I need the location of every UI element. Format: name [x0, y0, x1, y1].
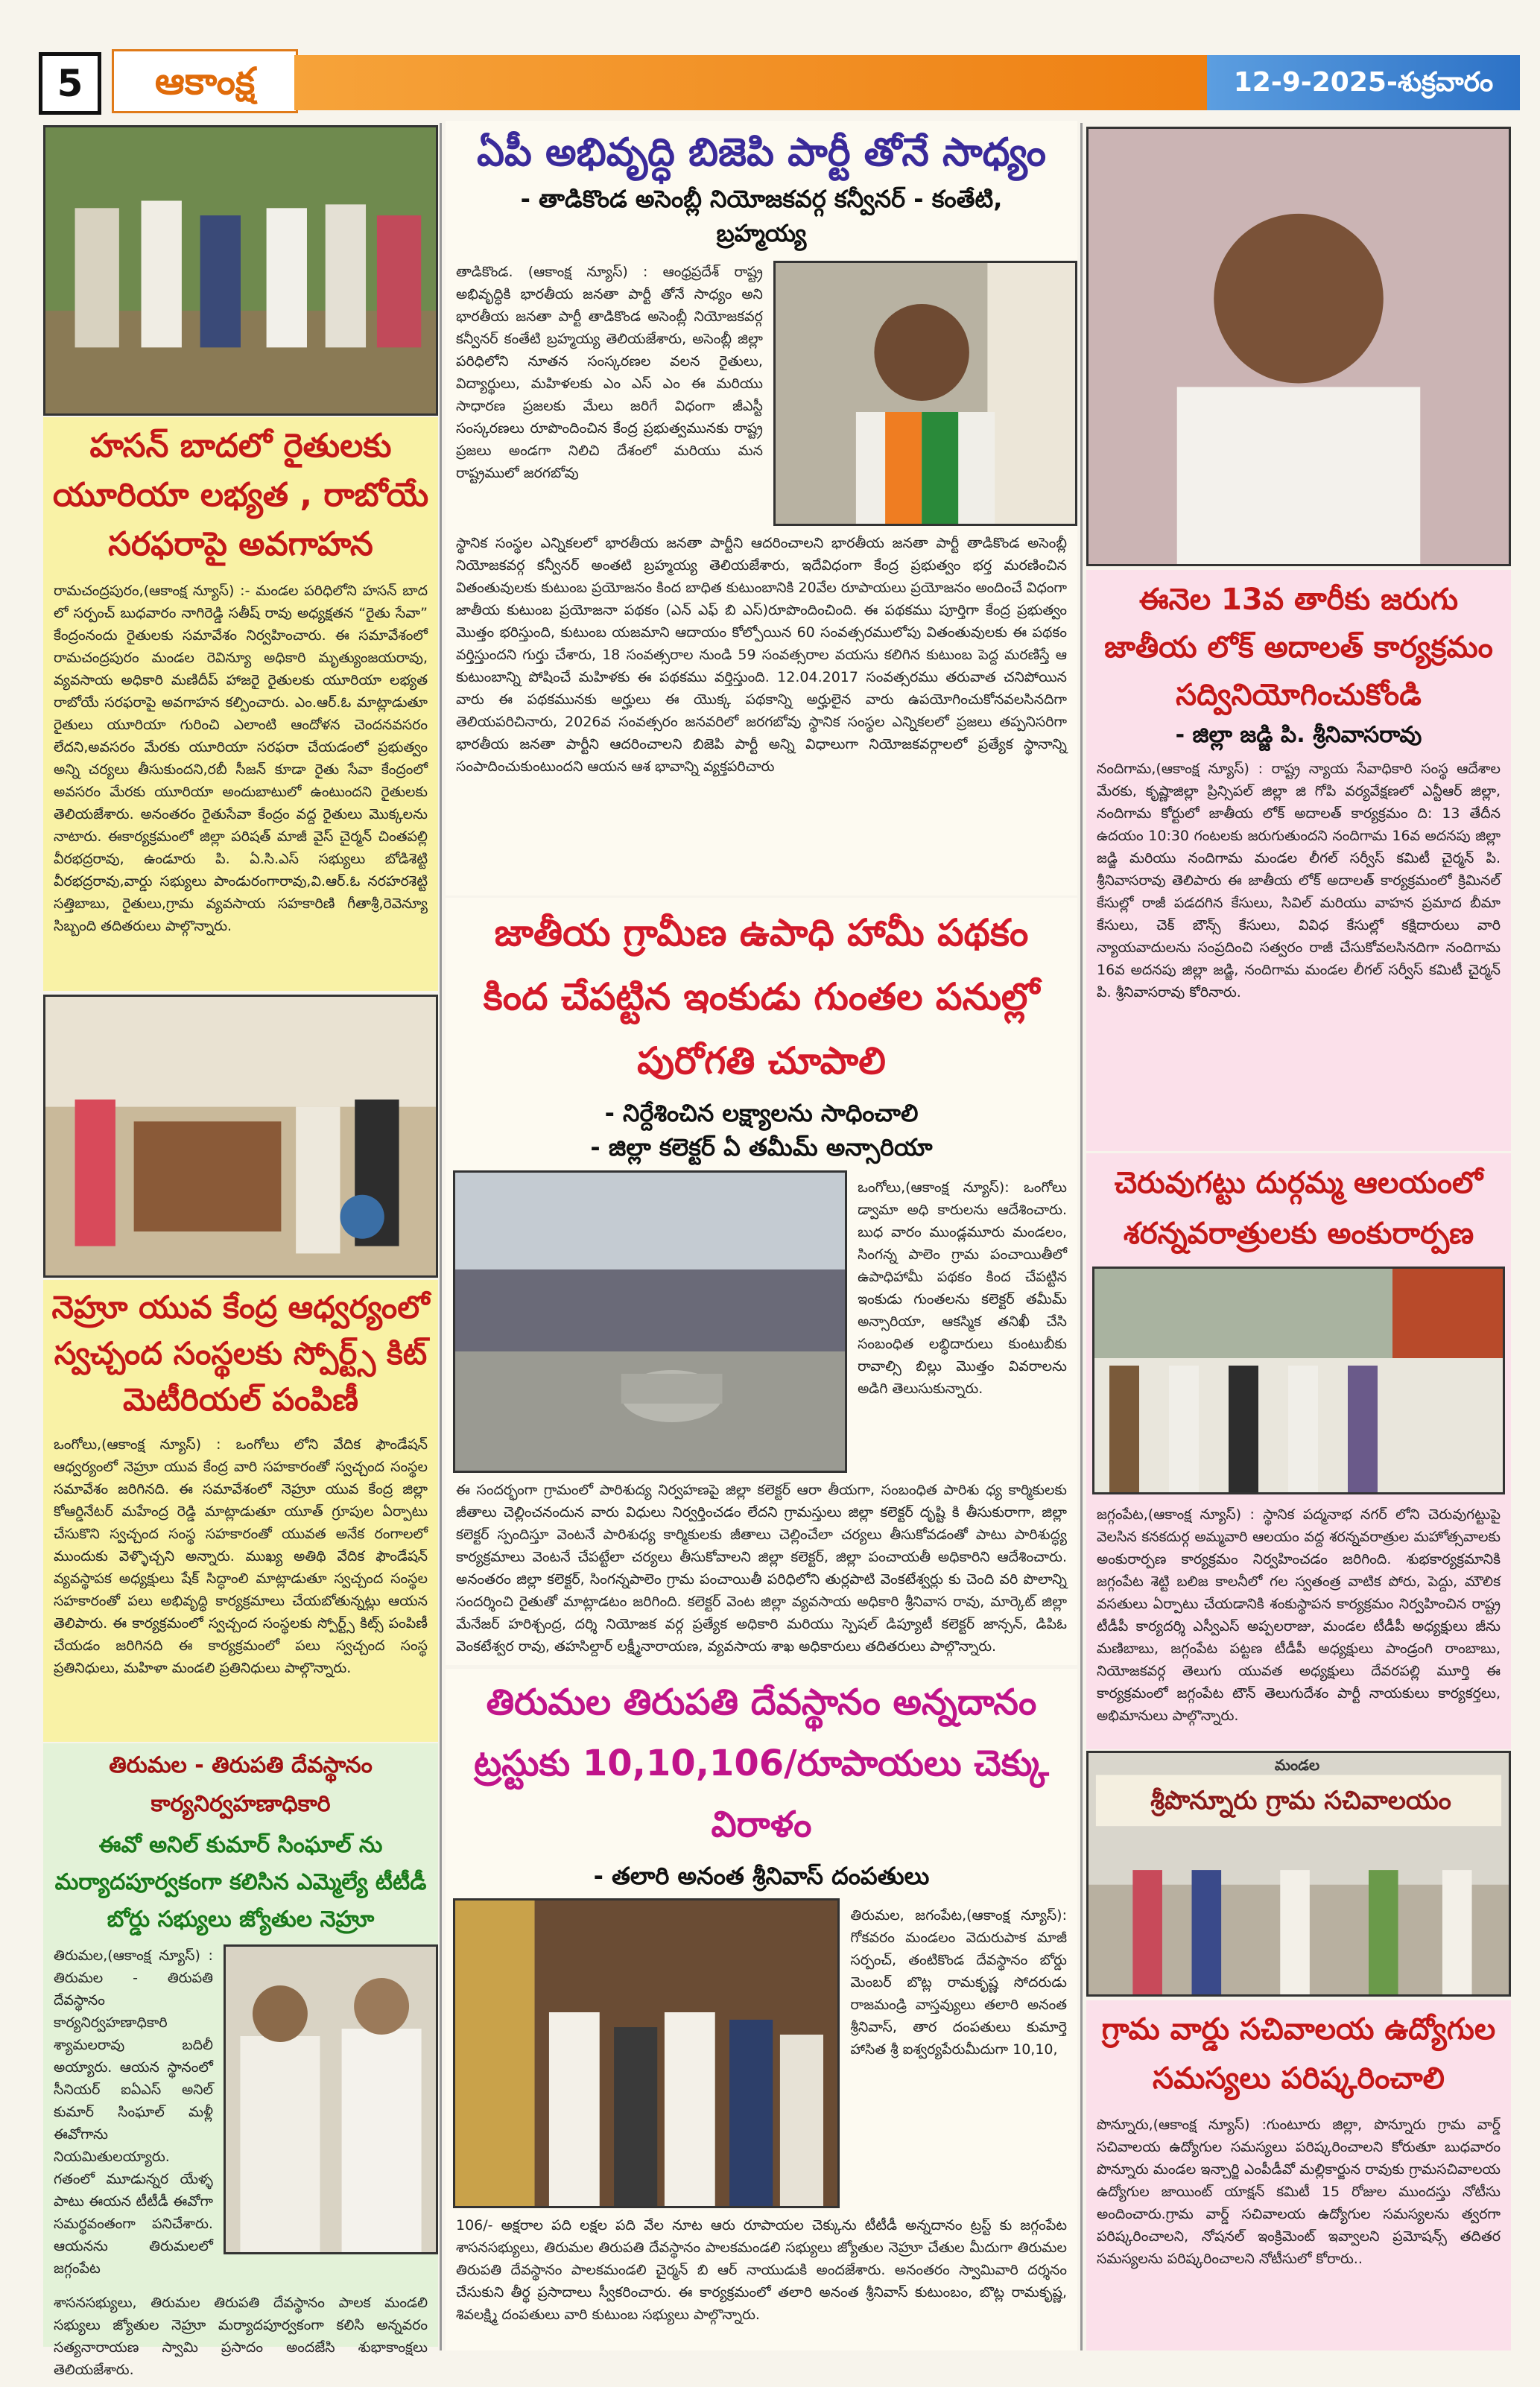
article-headline: తిరుమల తిరుపతి దేవస్థానం అన్నదానం ట్రస్టుకు 10,10,106/రూపాయలు చెక్కు విరాళం [474, 1681, 1049, 1845]
article-body: జగ్గంపేట,(ఆకాంక్ష న్యూస్) : స్థానిక పద్మనాభ నగర్ లోని చెరువుగట్టుపై వెలసిన కనకదుర్గ అమ్మవారి ఆలయం వద్ద శరన్నవరాత్రుల మహోత్సవాలకు అంకురార్పణ కార్యక్రమం నిర్వహించడం జరిగింది. శుభకార్యక్రమానికి జగ్గంపేట శెట్టి బలిజ కాలనీలో గల స్వతంత్ర వాటిక పోరు, పెద్దు, మౌలిక వసతులు ఏర్పాటు చేయడానికి శంకుస్థాపన కార్యక్రమం నిర్వహించిన రాష్ట్ర టీడీపీ కార్యదర్శి ఎస్వీఎస్ అప్పలరాజు, మండల టీడీపీ అధ్యక్షులు జీను మణిబాబు, జగ్గంపేట పట్టణ టీడీపీ అధ్యక్షులు పాండ్రంగి రాంబాబు, నియోజకవర్గ తెలుగు యువత అధ్యక్షులు దేవరపల్లి మూర్తి ఈ కార్యక్రమంలో జగ్గంపేట టౌన్ తెలుగుదేశం పార్టీ నాయకులు కార్యకర్తలు, అభిమానులు పాల్గొన్నారు. [1097, 1506, 1501, 1724]
article-headline: ఈనెల 13వ తారీకు జరుగు జాతీయ లోక్ అదాలత్ కార్యక్రమం సద్వినియోగించుకోండి [1104, 583, 1493, 712]
column-divider [1080, 123, 1083, 2350]
article-subheadline: - జిల్లా కలెక్టర్ ఏ తమీమ్ అన్సారియా [590, 1133, 933, 1161]
column-divider [440, 123, 442, 2350]
ttd-eo-meeting-photo [224, 1944, 438, 2254]
article-headline: ఏపీ అభివృద్ధి బిజెపి పార్టీ తోనే సాధ్యం [476, 130, 1047, 175]
sign-top-label: మండల [1274, 1756, 1320, 1774]
article-ttd-eo-meeting [43, 1743, 438, 2378]
donation-cheque-photo [453, 1898, 840, 2208]
office-signboard: శ్రీపొన్నూరు గ్రామ సచివాలయం [1150, 1786, 1451, 1816]
article-headline: జాతీయ గ్రామీణ ఉపాధి హామీ పథకం కింద చేపట్టిన ఇంకుడు గుంతల పనుల్లో పురోగతి చూపాలి [483, 911, 1040, 1082]
article-body: తాడికొండ. (ఆకాంక్ష న్యూస్) : ఆంధ్రప్రదేశ్ రాష్ట్ర అభివృద్ధికి భారతీయ జనతా పార్టీ తోనే సాధ్యం అని భారతీయ జనతా పార్టీ తాడికొండ అసెంబ్లీ నియోజకవర్గ కన్వీనర్ కంతేటి బ్రహ్మయ్య తెలియజేశారు, అసెంబ్లీ జిల్లా పరిధిలోని నూతన సంస్కరణల వలన రైతులు, విద్యార్థులు, మహిళలకు ఎం ఎస్ ఎం ఈ మరియు సాధారణ ప్రజలకు మేలు జరిగే విధంగా జీఎస్టీ సంస్కరణలు రూపొందించిన కేంద్ర ప్రభుత్వమునకు రాష్ట్ర ప్రజలు అండగా నిలిచి దేశంలో మరియు మన రాష్ట్రములో జరగబోవు [456, 264, 763, 481]
article-headline: హసన్ బాదలో రైతులకు యూరియా లభ్యత , రాబోయే సరఫరాపై అవగాహన [52, 427, 429, 563]
article-body-continued: శాసనసభ్యులు, తిరుమల తిరుపతి దేవస్థానం పాలక మండలి సభ్యులు జ్యోతుల నెహ్రూ మర్యాదపూర్వకంగా కలిసి అన్నవరం సత్యనారాయణ స్వామి ప్రసాదం అందజేసి శుభాకాంక్షలు తెలియజేశారు. [54, 2295, 428, 2378]
article-headline: తిరుమల - తిరుపతి దేవస్థానం కార్యనిర్వహణాధికారి [109, 1752, 373, 1817]
article-body: ఒంగోలు,(ఆకాంక్ష న్యూస్): ఒంగోలు డ్వామా అధి కారులను ఆదేశించారు. బుధ వారం ముండ్లమూరు మండలం, సింగన్న పాలెం గ్రామ పంచాయితీలో ఉపాధిహామీ పథకం కింద చేపట్టిన ఇంకుడు గుంతలను కలెక్టర్ తమీమ్ అన్సారియా, ఆకస్మిక తనిఖీ చేసి సంబంధిత లబ్ధిదారులు కుంటుబీకు రావాల్సి బిల్లు మొత్తం వివరాలను అడిగి తెలుసుకున్నారు. [858, 1179, 1067, 1397]
article-body-continued: ఈ సందర్భంగా గ్రామంలో పారిశుద్య నిర్వహణపై జిల్లా కలెక్టర్ ఆరా తీయగా, సంబంధిత పారిశు ధ్య కార్మికులకు జీతాలు చెల్లించనందున వారు విధులు నిర్వర్తించడం లేదని గ్రామస్తులు జిల్లా కలెక్టర్ దృష్టి కి తీసుకురాగా, జిల్లా కలెక్టర్ స్పందిస్తూ వెంటనే పారిశుధ్య కార్మికులకు జీతాలు చెల్లించేలా చర్యలు తీసుకోవడంతో పాటు పారిశుద్ధ్య కార్యక్రమాలు వెంటనే చేపట్టేలా చర్యలు తీసుకోవాలని జిల్లా కలెక్టర్, జిల్లా పంచాయతీ అధికారిని ఆదేశించారు. అనంతరం జిల్లా కలెక్టర్, సింగన్నపాలెం గ్రామ పంచాయితీ పరిధిలోని తుర్లపాటి వెంకటేశ్వర్లు కు చెంది వరి పొలాన్ని సందర్శించి రైతుతో మాట్లాడటం జరిగింది. కలెక్టర్ వెంట జిల్లా వ్యవసాయ అధికారి శ్రీనివాస రావు, మార్కెట్ జిల్లా మేనేజర్ హరిశ్చంద్ర, దర్శి నియోజక వర్గ ప్రత్యేక అధికారి మరియు స్పెషల్ డిప్యూటీ కలెక్టర్ జాన్సన్, డిపిఓ వెంకటేశ్వర రావు, తహసిల్దార్ లక్ష్మీనారాయణ, వ్యవసాయ శాఖ అధికారులు తదితరులు పాల్గొన్నారు. [456, 1482, 1067, 1655]
article-body: పొన్నూరు,(ఆకాంక్ష న్యూస్) :గుంటూరు జిల్లా, పొన్నూరు గ్రామ వార్డ్ సచివాలయ ఉద్యోగుల సమస్యలు పరిష్కరించాలని కోరుతూ బుధవారం పొన్నూరు మండల ఇన్చార్జి ఎంపీడీవో మల్లికార్జున రావుకు గ్రామసచివాలయ ఉద్యోగుల జాయింట్ యాక్షన్ కమిటీ 15 రోజుల ముందస్తు నోటీసు అందించారు.గ్రామ వార్డ్ సచివాలయ ఉద్యోగుల సమస్యలను త్వరగా పరిష్కరించాలని, నోషనల్ ఇంక్రిమెంట్ ఇవ్వాలని ప్రమోషన్స్ తదితర సమస్యలను పరిష్కరించాలని నోటీసులో కోరారు.. [1097, 2117, 1501, 2267]
article-durgamma-temple [1086, 1153, 1511, 1749]
collector-inspection-photo [453, 1170, 847, 1473]
article-subheadline: - నిర్దేశించిన లక్ష్యాలను సాధించాలి [604, 1099, 919, 1127]
page-number: 5 [39, 52, 101, 115]
masthead-logo: ఆకాంక్ష [112, 49, 298, 113]
header-date: 12-9-2025-శుక్రవారం [1207, 55, 1520, 110]
article-subheadline: - తాడికొండ అసెంబ్లీ నియోజకవర్గ కన్వీనర్ - కంతేటి, బ్రహ్మయ్య [520, 185, 1003, 247]
article-body-continued: స్థానిక సంస్థల ఎన్నికలలో భారతీయ జనతా పార్టీని ఆదరించాలని భారతీయ జనతా పార్టీ తాడికొండ అసెంబ్లీ నియోజకవర్గ కన్వీనర్ అంతటి బ్రహ్మయ్య తెలియజేశారు, ఇదేవిధంగా కేంద్ర ప్రభుత్వం భర్త మరణించిన వితంతువులకు కుటుంబ ప్రయోజనం కింద బాధిత కుటుంబానికి 20వేల రూపాయలు ప్రయోజనం అందించే విధంగా జాతీయ కుటుంబ ప్రయోజనా పథకం (ఎన్ ఎఫ్ బి ఎస్)రూపొందించింది. ఈ పథకము పూర్తిగా కేంద్ర ప్రభుత్వం మొత్తం భరిస్తుంది, కుటుంబ యజమాని ఆదాయం కోల్పోయిన 60 సంవత్సరములోపు వితంతువులకు ఈ పథకం వర్తిస్తుందని గుర్తు చేశారు, 18 సంవత్సరాల నుండి 59 సంవత్సరాల వయసు కలిగిన కుటుంబ పెద్ద మరణిస్తే ఆ కుటుంబాన్ని పోషించే మహిళకు ఈ పథకము వర్తిస్తుంది. 12.04.2017 సంవత్సరము తరువాత చనిపోయిన వారు ఈ పథకమునకు అర్హులు ఈ యొక్క పథకాన్ని అర్హులైన వారు ఉపయోగించుకోనవలసినదిగా తెలియపరిచినారు, 2026వ సంవత్సరం జనవరిలో జరగబోవు స్థానిక సంస్థల ఎన్నికలలో ప్రజలు తప్పనిసరిగా భారతీయ జనతా పార్టీని ఆదరించాలని బిజెపి పార్టీ అన్ని విధాలుగా నియోజకవర్గాలలో ప్రత్యేక స్థానాన్ని సంపాదించుకుంటుందని ఆయన ఆశ భావాన్ని వ్యక్తపరిచారు [456, 535, 1067, 775]
article-urea-awareness [43, 417, 438, 991]
convener-portrait-photo [773, 261, 1077, 526]
article-body-continued: 106/- అక్షరాల పది లక్షల పది వేల నూట ఆరు రూపాయల చెక్కును టీటీడీ అన్నదానం ట్రస్ట్ కు జగ్గంపేట శాసనసభ్యులు, తిరుమల తిరుపతి దేవస్థానం పాలకమండలి సభ్యులు జ్యోతుల నెహ్రూ చేతుల మీదుగా తిరుమల తిరుపతి దేవస్థానం పాలకమండలి చైర్మన్ బి ఆర్ నాయుడుకి అందజేశారు. అనంతరం స్వామివారి దర్శనం చేసుకుని తీర్థ ప్రసాదాలు స్వీకరించారు. ఈ కార్యక్రమంలో తలారి అనంత శ్రీనివాస్ కుటుంబం, బొట్ల రామకృష్ణ, శివలక్ష్మి దంపతులు వారి కుటుంబ సభ్యులు పాల్గొన్నారు. [456, 2217, 1067, 2323]
article-headline: చెరువుగట్టు దుర్గమ్మ ఆలయంలో శరన్నవరాత్రులకు అంకురార్పణ [1114, 1166, 1483, 1251]
sports-kit-distribution-photo [43, 995, 438, 1278]
temple-gathering-photo [1092, 1267, 1505, 1494]
article-rural-employment [446, 898, 1077, 1665]
sachivalayam-photo [1086, 1751, 1511, 1997]
article-bjp-development [446, 121, 1077, 895]
header-orange-band [294, 55, 1218, 110]
page-header [0, 0, 1540, 119]
article-secretariat-employees [1086, 2000, 1511, 2350]
judge-portrait-photo [1086, 127, 1511, 566]
article-body: ఒంగోలు,(ఆకాంక్ష న్యూస్) : ఒంగోలు లోని వేదిక ఫౌండేషన్ ఆధ్వర్యంలో నెహ్రూ యువ కేంద్ర వారి సహకారంతో స్వచ్చంద సంస్థల సమావేశం జరిగినది. ఈ సమావేశంలో నెహ్రూ యువ కేంద్ర జిల్లా కోఆర్డినేటర్ మహేంద్ర రెడ్డి మాట్లాడుతూ యూత్ గ్రూపుల ఏర్పాటు చేసుకొని స్వచ్చంద సంస్థ సహకారంతో యువత అనేక రంగాలలో ముందుకు వెళ్ళొచ్చని అన్నారు. ముఖ్య అతిథి వేదిక ఫౌండేషన్ వ్యవస్థాపక అధ్యక్షులు షేక్ సిద్ధాంలి మాట్లాడుతూ స్వచ్చంద సంస్థల సహకారంతో పలు అభివృద్ధి కార్యక్రమాలు చేయబోతున్నట్లు ఆయన తెలిపారు. ఈ కార్యక్రమంలో స్వచ్చంద సంస్థలకు స్పోర్ట్స్ కిట్స్ పంపిణీ చేయడం జరిగినది ఈ కార్యక్రమంలో పలు స్వచ్చంద సంస్థ ప్రతినిధులు, మహిళా మండలి ప్రతినిధులు పాల్గొన్నారు. [54, 1436, 428, 1676]
article-ttd-donation [446, 1669, 1077, 2350]
article-body: రామచంద్రపురం,(ఆకాంక్ష న్యూస్) :- మండల పరిధిలోని హసన్ బాద లో సర్పంచ్ బుధవారం నాగిరెడ్డి సతీష్ రావు అధ్యక్షతన “రైతు సేవా” కేంద్రంనందు రైతులకు సమావేశం నిర్వహించారు. ఈ సమావేశంలో రామచంద్రపురం మండల రెవిన్యూ అధికారి మృత్యుంజయరావు, వ్యవసాయ అధికారి మణిదీప్ హాజరై రైతులకు యూరియా లభ్యత రాబోయే సరఫరాపై అవగాహన కల్పించారు. ఎం.ఆర్.ఓ మాట్లాడుతూ రైతులు యూరియా గురించి ఎలాంటి ఆందోళన చెందనవసరం లేదని,అవసరం మేరకు యూరియా సరఫరా చేయడంలో ప్రభుత్వం అన్ని చర్యలు తీసుకుందని,రబీ సీజన్ కూడా రైతు సేవా కేంద్రంలో అవసరం మేరకు యూరియా అందుబాటులో ఉంటుందని రైతులకు తెలియజేశారు. అనంతరం రైతుసేవా కేంద్రం వద్ద రైతులు మొక్కలను నాటారు. ఈకార్యక్రమంలో జిల్లా పరిషత్ మాజీ వైస్ చైర్మన్ చింతపల్లి వీరభద్రరావు, ఉండూరు పి. ఏ.సి.ఎస్ సభ్యులు బోడిశెట్టి వీరభద్రరావు,వార్డు సభ్యులు పాండురంగారావు,వి.ఆర్.ఓ నరహరశెట్టి సత్తిబాబు, రైతులు,గ్రామ వ్యవసాయ సహకారిణి గీతాశ్రీ,రెవెన్యూ సిబ్బంది తదితరులు పాల్గొన్నారు. [54, 583, 428, 934]
article-lok-adalat [1086, 570, 1511, 1151]
article-subheadline: ఈవో అనిల్ కుమార్ సింఘాల్ ను మర్యాదపూర్వకంగా కలిసిన ఎమ్మెల్యే టీటీడీ బోర్డు సభ్యులు జ్యోతుల నెహ్రూ [54, 1832, 427, 1933]
article-subheadline: - తలారి అనంత శ్రీనివాస్ దంపతులు [593, 1862, 930, 1890]
article-headline: నెహ్రూ యువ కేంద్ర ఆధ్వర్యంలో స్వచ్చంద సంస్థలకు స్పోర్ట్స్ కిట్ మెటీరియల్ పంపిణీ [51, 1289, 430, 1418]
article-headline: గ్రామ వార్డు సచివాలయ ఉద్యోగుల సమస్యలు పరిష్కరించాలి [1101, 2012, 1496, 2096]
farmers-planting-photo [43, 125, 438, 416]
article-body: తిరుమల,(ఆకాంక్ష న్యూస్) : తిరుమల - తిరుపతి దేవస్థానం కార్యనిర్వహణాధికారి శ్యామలరావు బదిలీ అయ్యారు. ఆయన స్థానంలో సీనియర్ ఐఏఎస్ అనిల్ కుమార్ సింఘాల్ మళ్లీ ఈవోగాను నియమితులయ్యారు. గతంలో మూడున్నర యేళ్ళ పాటు ఈయన టీటీడీ ఈవోగా సమర్థవంతంగా పనిచేశారు. ఆయనను తిరుమలలో జగ్గంపేట [54, 1947, 213, 2277]
article-sports-kit [43, 1280, 438, 1742]
article-subheadline: - జిల్లా జడ్జి పి. శ్రీనివాసరావు [1175, 722, 1422, 748]
article-body: నందిగామ,(ఆకాంక్ష న్యూస్) : రాష్ట్ర న్యాయ సేవాధికారి సంస్థ ఆదేశాల మేరకు, కృష్ణాజిల్లా ప్రిన్సిపల్ జిల్లా జి గోపి వర్యవేక్షణలో ఎన్టీఆర్ జిల్లా, నందిగామ కోర్టులో జాతీయ లోక్ అదాలత్ కార్యక్రమం ది: 13 తేదీన ఉదయం 10:30 గంటలకు జరుగుతుందని నందిగామ 16వ అదనపు జిల్లా జడ్జి మరియు నందిగామ మండల లీగల్ సర్వీస్ కమిటీ చైర్మన్ పి. శ్రీనివాసరావు తెలిపారు ఈ జాతీయ లోక్ అదాలత్ కార్యక్రమంలో క్రిమినల్ కేసుల్లో రాజీ పడదగిన కేసులు, సివిల్ మరియు వాహన ప్రమాద బీమా కేసులు, చెక్ బౌన్స్ కేసులు, వివిధ కేసుల్లో కక్షిదారులు వారి న్యాయవాదులను సంప్రదించి సత్వరం రాజీ చేసుకోవలసినదిగా నందిగామ 16వ అదనపు జిల్లా జడ్జి, నందిగామ మండల లీగల్ సర్వీస్ కమిటీ చైర్మన్ పి. శ్రీనివాసరావు కోరినారు. [1097, 761, 1501, 1001]
article-body: తిరుమల, జగంపేట,(ఆకాంక్ష న్యూస్): గోకవరం మండలం వెదురుపాక మాజీ సర్పంచ్, తంటికొండ దేవస్థానం బోర్డు మెంబర్ బొట్ల రామకృష్ణ సోదరుడు రాజమండ్రి వాస్తవ్యులు తలారి అనంత శ్రీనివాస్, తార దంపతులు కుమార్తె హాసిత శ్రీ ఐశ్వర్యపేరుమీదుగా 10,10, [850, 1907, 1067, 2058]
